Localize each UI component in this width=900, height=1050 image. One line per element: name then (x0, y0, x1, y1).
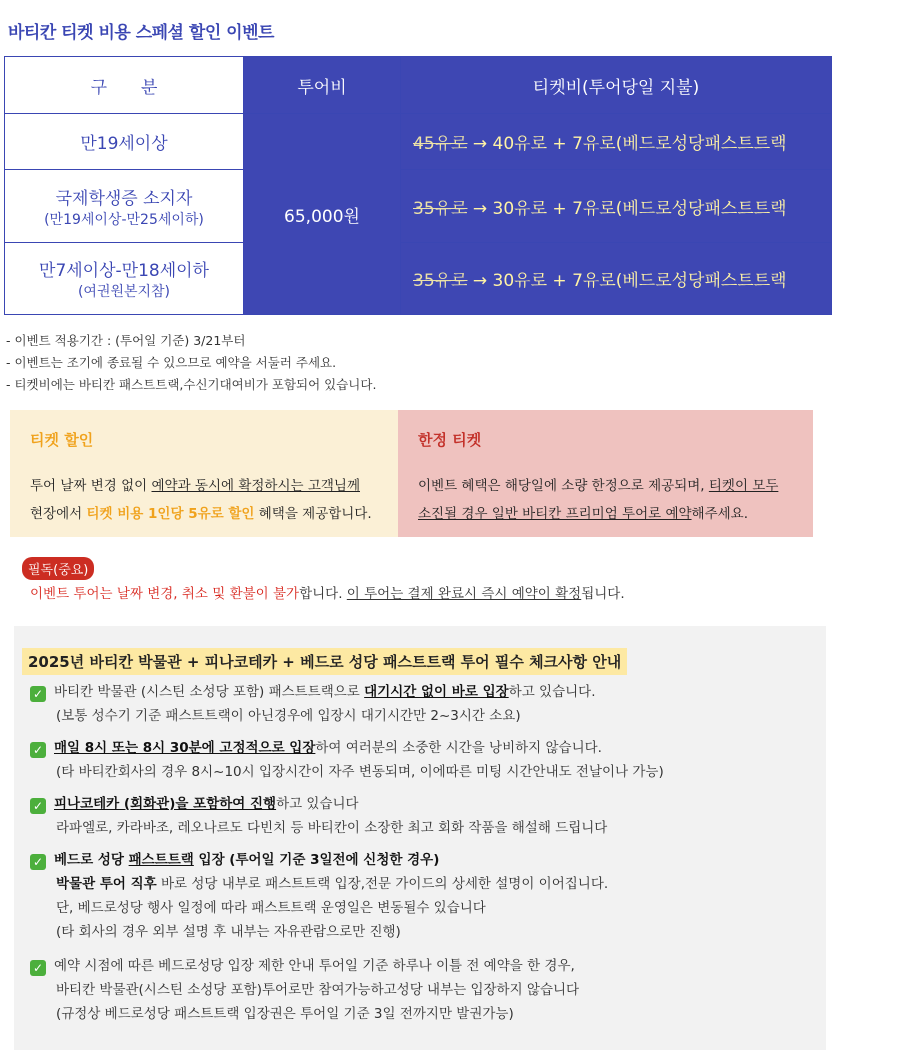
checklist-item-4: ✓ 베드로 성당 패스트트랙 입장 (투어일 기준 3일전에 신청한 경우) 박물관 투어 직후 바로 성당 내부로 패스트트랙 입장,전문 가이드의 상세한 설명이 이어집니다. 단, 베드로성당 행사 일정에 따라 패스트트랙 운영일은 변동될수 있습니다 (타 회사의 경우 외부 설명 후 내부는 자유관람으로만 진행) (30, 848, 608, 944)
row-adult-ticket: 45유로 → 40유로 + 7유로(베드로성당패스트트랙 (401, 114, 832, 170)
event-notes (6, 330, 376, 396)
note-item: - 이벤트는 조기에 종료될 수 있으므로 예약을 서둘러 주세요. (6, 355, 337, 370)
note-item: - 이벤트 적용기간 : (투어일 기준) 3/21부터 (6, 333, 246, 348)
discount-heading: 티켓 할인 (30, 431, 94, 449)
discount-line-1: 투어 날짜 변경 없이 예약과 동시에 확정하시는 고객님께 (30, 478, 360, 494)
checklist-item-5: ✓ 예약 시점에 따른 베드로성당 입장 제한 안내 투어일 기준 하루나 이틀 전 예약을 한 경우, 바티칸 박물관(시스틴 소성당 포함)투어로만 참여가능하고성당 내부는 입장하지 않습니다 (규정상 베드로성당 패스트트랙 입장권은 투어일 기준 3일 전까지만 발권가능) (30, 954, 579, 1026)
limited-heading: 한정 티켓 (418, 431, 482, 449)
checklist-item-3: ✓ 피나코테카 (회화관)을 포함하여 진행하고 있습니다 라파엘로, 카라바조, 레오나르도 다빈치 등 바티칸이 소장한 최고 회화 작품을 해설해 드립니다 (30, 792, 607, 840)
row-student-ticket: 35유로 → 30유로 + 7유로(베드로성당패스트트랙 (401, 170, 832, 243)
arrow-icon: → (472, 134, 488, 154)
checkmark-icon: ✓ (30, 686, 46, 702)
row-student-label: 국제학생증 소지자 (만19세이상-만25세이하) (5, 170, 244, 243)
arrow-icon: → (472, 271, 488, 291)
price-table (4, 56, 832, 315)
checklist-item-2: ✓ 매일 8시 또는 8시 30분에 고정적으로 입장하여 여러분의 소중한 시간을 낭비하지 않습니다. (타 바티칸회사의 경우 8시~10시 입장시간이 자주 변동되며, 이에따른 미팅 시간안내도 전날이나 가능) (30, 736, 664, 784)
header-ticket-fee: 티켓비(투어당일 지불) (401, 57, 832, 114)
limited-ticket-box (398, 410, 813, 537)
note-item: - 티켓비에는 바티칸 패스트트랙,수신기대여비가 포함되어 있습니다. (6, 377, 377, 392)
must-read-badge: 필독(중요) (22, 557, 94, 580)
limited-line-1: 이벤트 혜택은 해당일에 소량 한정으로 제공되며, 티켓이 모두 (418, 478, 779, 494)
must-read-text: 이벤트 투어는 날짜 변경, 취소 및 환불이 불가합니다. 이 투어는 결제 완료시 즉시 예약이 확정됩니다. (30, 586, 625, 602)
header-category: 구 분 (5, 57, 244, 114)
ticket-discount-box (10, 410, 398, 537)
checklist-item-1: ✓ 바티칸 박물관 (시스틴 소성당 포함) 패스트트랙으로 대기시간 없이 바로 입장하고 있습니다. (보통 성수기 기준 패스트트랙이 아닌경우에 입장시 대기시간만 2~3시간 소요) (30, 680, 596, 728)
tour-fee-value: 65,000원 (244, 114, 401, 315)
checkmark-icon: ✓ (30, 798, 46, 814)
checklist-title: 2025년 바티칸 박물관 + 피나코테카 + 베드로 성당 패스트트랙 투어 필수 체크사항 안내 (22, 648, 627, 675)
row-child-label: 만7세이상-만18세이하 (여권원본지참) (5, 243, 244, 315)
row-child-ticket: 35유로 → 30유로 + 7유로(베드로성당패스트트랙 (401, 243, 832, 315)
arrow-icon: → (472, 198, 488, 219)
discount-line-2: 현장에서 티켓 비용 1인당 5유로 할인 혜택을 제공합니다. (30, 506, 372, 522)
header-tour-fee: 투어비 (244, 57, 401, 114)
page-title: 바티칸 티켓 비용 스페셜 할인 이벤트 (8, 23, 274, 43)
row-adult-label: 만19세이상 (5, 114, 244, 170)
checkmark-icon: ✓ (30, 960, 46, 976)
limited-line-2: 소진될 경우 일반 바티칸 프리미엄 투어로 예약해주세요. (418, 506, 748, 522)
checkmark-icon: ✓ (30, 854, 46, 870)
checkmark-icon: ✓ (30, 742, 46, 758)
checklist-panel (14, 626, 826, 1050)
